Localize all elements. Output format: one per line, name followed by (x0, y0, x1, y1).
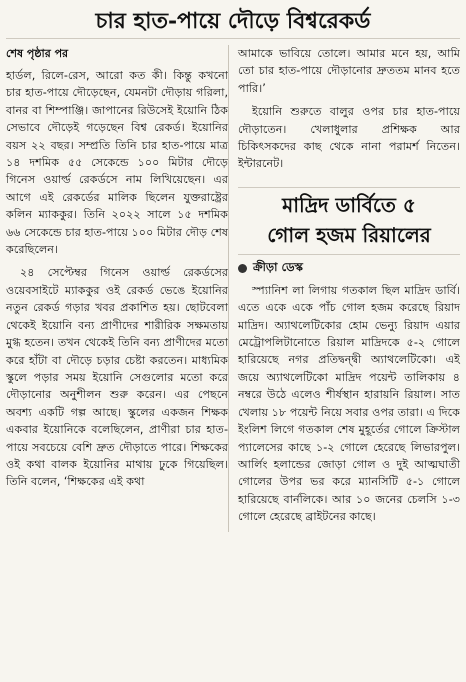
article1-paragraph-3: আমাকে ভাবিয়ে তোলে। আমার মনে হয়, আমি তো চার হাত-পায়ে দৌড়ানোর দ্রুততম মানব হতে পারি।’ (238, 47, 460, 95)
desk-byline (238, 259, 460, 278)
desk-label: ক্রীড়া ডেস্ক (253, 259, 303, 274)
article-columns (6, 45, 460, 532)
article2-headline (238, 187, 460, 255)
article2-paragraph-1: স্প্যানিশ লা লিগায় গতকাল ছিল মাদ্রিদ ডার্বি। এতে একে একে পাঁচ গোল হজম করেছে রিয়াদ মাদ্রিদ। অ্যাথলেটিকোর হোম ভেন্যু রিয়াদ এয়ার মেট্রোপলিটানোতে রিয়াল মাদ্রিদকে ৫-২ গোলে হারিয়েছে নগর প্রতিদ্বন্দ্বী অ্যাথলেটিকো। এই জয়ে অ্যাথলেটিকো মাদ্রিদ পয়েন্ট তালিকায় ৪ নম্বরে উঠে এলেও শীর্ষস্থান হারায়নি রিয়াল। সাত খেলায় ১৮ পয়েন্ট নিয়ে সবার ওপর তারা। এ দিকে ইংলিশ লিগে গতকাল শেষ মুহূর্তের গোলে ক্রিস্টাল প্যালেসের কাছে ১-২ গোলে হেরেছে লিভারপুল। আর্লিং হলান্ডের জোড়া গোল ও দুই আত্মঘাতী গোলের উপর ভর করে ম্যানসিটি ৫-১ গোলে হারিয়েছে বার্নলিকে। আর ১০ জনের চেলসি ১-৩ গোলে হেরেছে ব্রাইটনের কাছে। (238, 283, 460, 524)
article1-headline: চার হাত-পায়ে দৌড়ে বিশ্বরেকর্ড (6, 4, 460, 39)
article1-paragraph-2: ২৪ সেপ্টেম্বর গিনেস ওয়ার্ল্ড রেকর্ডসের ওয়েবসাইটে ম্যাককুর ওই রেকর্ড ভেঙে ইয়োনির নতুন রেকর্ড গড়ার খবর প্রকাশিত হয়। ছোটবেলা থেকেই ইয়োনি বন্য প্রাণীদের শারীরিক সক্ষমতায় মুগ্ধ হতেন। তখন থেকেই তিনি বন্য প্রাণীদের মতো করে হাঁটা বা দৌড়ে চড়ার চেষ্টা করতেন। মাধ্যমিক স্কুলে পড়ার সময় ইয়োনি সেগুলোর মতো করে দৌড়ানোর অনুশীলন শুরু করেন। এর পেছনে অবশ্য একটি গল্প আছে। স্কুলের একজন শিক্ষক একবার ইয়োনিকে বলেছিলেন, প্রাণীরা চার হাত-পায়ে সবচেয়ে বেশি দ্রুত দৌড়াতে পারে। শিক্ষকের ওই কথা বালক ইয়োনির মাথায় ঢুকে গিয়েছিল। তিনি বলেন, ‘শিক্ষকের এই কথা (6, 266, 228, 489)
right-column (238, 45, 460, 532)
bullet-icon (238, 264, 247, 273)
article1-paragraph-1: হার্ডল, রিলে-রেস, আরো কত কী। কিন্তু কখনো চার হাত-পায়ে দৌড়েছেন, যেমনটা দৌড়ায় গরিলা, বানর বা শিম্পাঞ্জি। জাপানের রিউসেই ইয়োনি ঠিক সেভাবে দৌড়েই গড়েছেন বিশ্ব রেকর্ড। ইয়োনির বয়স ২২ বছর। সম্প্রতি তিনি চার হাত-পায়ে মাত্র ১৪ দশমিক ৫৫ সেকেন্ডে ১০০ মিটার দৌড়ে গিনেস ওয়ার্ল্ড রেকর্ডসে নাম লিখিয়েছেন। এর আগে এই রেকর্ডের মালিক ছিলেন যুক্তরাষ্ট্রের কলিন ম্যাককুর। তিনি ২০২২ সালে ১৫ দশমিক ৬৬ সেকেন্ডে চার হাত-পায়ে ১০০ মিটার দৌড় শেষ করেছিলেন। (6, 69, 228, 257)
continuation-kicker: শেষ পৃষ্ঠার পর (6, 47, 69, 60)
article2-headline-line2: গোল হজম রিয়ালের (267, 222, 431, 247)
left-column (6, 45, 228, 532)
article2-headline-line1: মাদ্রিদ ডার্বিতে ৫ (282, 192, 416, 217)
column-divider (228, 45, 229, 532)
article1-paragraph-4: ইয়োনি শুরুতে বালুর ওপর চার হাত-পায়ে দৌড়াতেন। খেলাধুলার প্রশিক্ষক আর চিকিৎসকদের কাছ থেকে নানা পরামর্শ নিতেন। ইন্টারনেট। (238, 105, 460, 171)
